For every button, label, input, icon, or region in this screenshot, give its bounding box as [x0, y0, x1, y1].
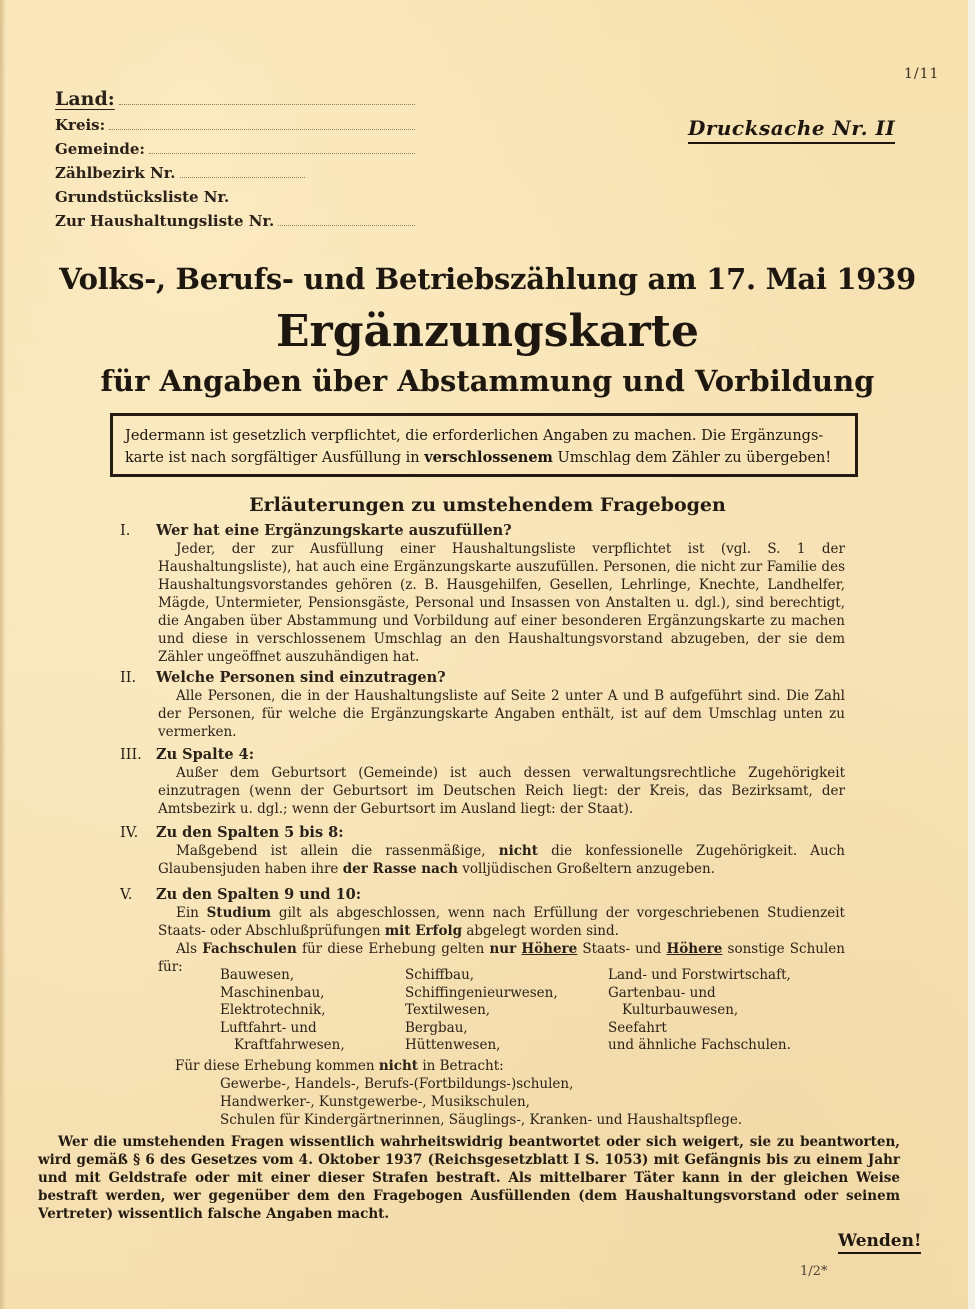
section-2: [120, 669, 845, 741]
section-heading: Wer hat eine Ergänzungskarte auszufüllen?: [156, 522, 512, 539]
field-input-line[interactable]: [180, 165, 306, 178]
text-emphasis: nur: [489, 941, 517, 957]
section-heading: Zu Spalte 4:: [156, 746, 255, 763]
school-item: Seefahrt: [608, 1019, 667, 1036]
page-number-top: 1/11: [904, 66, 940, 82]
text-run: in Betracht:: [418, 1058, 504, 1074]
text-emphasis: nicht: [498, 843, 538, 859]
school-item: Land- und Forstwirtschaft,: [608, 967, 791, 983]
excluded-item: Gewerbe-, Handels-, Berufs-(Fortbildungs-)schulen,: [220, 1076, 574, 1092]
text-run: Staats- und: [577, 941, 667, 957]
text-underlined: Höhere: [666, 941, 723, 957]
school-item: Elektrotechnik,: [220, 1002, 326, 1018]
section-number: IV.: [120, 825, 139, 841]
school-item: Bauwesen,: [220, 967, 295, 983]
text-run: abgelegt worden sind.: [462, 923, 619, 939]
notice-emphasis: verschlossenem: [424, 449, 553, 466]
school-column: [220, 967, 345, 1055]
section-3: [120, 746, 845, 818]
turn-over-label: Wenden!: [838, 1231, 921, 1254]
section-1: [120, 522, 845, 666]
school-item: Kraftfahrwesen,: [234, 1037, 345, 1053]
school-item: Bergbau,: [405, 1019, 468, 1036]
section-text: [120, 842, 845, 878]
form-title: Ergänzungskarte: [276, 306, 699, 357]
explanations-heading: Erläuterungen zu umstehendem Fragebogen: [249, 494, 726, 516]
section-4: [120, 824, 845, 878]
excluded-intro: [175, 1057, 825, 1075]
field-input-line[interactable]: [149, 141, 415, 154]
section-number: V.: [120, 887, 133, 903]
excluded-item: Schulen für Kindergärtnerinnen, Säuglings-, Kranken- und Haushaltspflege.: [220, 1112, 743, 1128]
field-input-line[interactable]: [119, 92, 415, 105]
text-run: volljüdischen Großeltern anzugeben.: [457, 861, 715, 877]
text-run: Ein: [176, 905, 207, 921]
school-item: Schiffingenieurwesen,: [405, 984, 558, 1001]
field-land[interactable]: [55, 88, 415, 116]
section-heading: Welche Personen sind einzutragen?: [156, 669, 446, 686]
text-run: gilt als abgeschlossen, wenn nach Erfüllung der vorgeschriebenen Studienzeit Staats- oder Abschlußprüfungen: [158, 905, 845, 939]
field-grundstuecksliste[interactable]: [55, 188, 305, 212]
excluded-schools: [175, 1057, 825, 1129]
school-column: [405, 967, 558, 1055]
text-run: für diese Erhebung gelten: [296, 941, 490, 957]
field-input-line[interactable]: [109, 117, 415, 130]
field-label: Gemeinde:: [55, 140, 145, 158]
field-gemeinde[interactable]: [55, 140, 415, 164]
section-number: II.: [120, 670, 137, 686]
field-zaehlbezirk[interactable]: [55, 164, 305, 188]
form-id-label: Drucksache Nr. II: [688, 116, 895, 144]
school-item: Kulturbauwesen,: [622, 1002, 739, 1018]
text-emphasis: Studium: [206, 905, 272, 921]
excluded-item: Handwerker-, Kunstgewerbe-, Musikschulen,: [220, 1094, 530, 1110]
field-kreis[interactable]: [55, 116, 415, 140]
census-title: Volks-, Berufs- und Betriebszählung am 17. Mai 1939: [59, 262, 916, 296]
school-column: [608, 967, 791, 1055]
penalty-notice: Wer die umstehenden Fragen wissentlich wahrheitswidrig beantwortet oder sich weigert, sie zu beantworten, wird gemäß § 6 des Gesetzes vom 4. Oktober 1937 (Reichsgesetzblatt I S. 1053) mit Gefängnis bis zu einem Jahr und mit Geldstrafe oder mit einer dieser Strafen bestraft. Als mittelbarer Täter kann in der gleichen Weise bestraft werden, wer gegenüber dem den Fragebogen Ausfüllenden (dem Haushaltungsvorstand oder seinem Vertreter) wissentlich falsche Angaben macht.: [38, 1134, 900, 1222]
text-run: Maßgebend ist allein die rassenmäßige,: [176, 843, 499, 859]
school-item: Luftfahrt- und: [220, 1019, 317, 1036]
field-label: Land:: [55, 88, 115, 110]
field-label: Zur Haushaltungsliste Nr.: [55, 212, 275, 230]
section-heading: Zu den Spalten 5 bis 8:: [156, 824, 344, 841]
section-number: III.: [120, 747, 142, 763]
school-item: Schiffbau,: [405, 967, 475, 983]
section-text: [120, 904, 845, 940]
text-emphasis: der Rasse nach: [342, 861, 458, 877]
school-item: Maschinenbau,: [220, 984, 325, 1001]
field-input-line[interactable]: [278, 213, 415, 226]
text-run: sonstige Schulen für:: [158, 941, 845, 975]
text-run: die konfessionelle Zugehörigkeit. Auch Glaubensjuden haben ihre: [158, 843, 845, 877]
page-number-bottom: 1/2*: [800, 1264, 828, 1279]
field-label: Grundstücksliste Nr.: [55, 188, 230, 206]
text-emphasis: mit Erfolg: [384, 923, 463, 939]
section-5: [120, 886, 845, 976]
page-edge: [0, 0, 6, 1309]
text-emphasis: Fachschulen: [202, 941, 297, 957]
section-number: I.: [120, 523, 131, 539]
school-item: Hüttenwesen,: [405, 1037, 501, 1053]
text-emphasis: nicht: [378, 1058, 419, 1074]
field-label: Zählbezirk Nr.: [55, 164, 176, 182]
address-fields: [55, 88, 415, 236]
section-text: Außer dem Geburtsort (Gemeinde) ist auch dessen verwaltungsrechtliche Zugehörigkeit einzutragen (wenn der Geburtsort im Deutschen Reich liegt: der Kreis, das Bezirksamt, der Amtsbezirk u. dgl.; wenn der Geburtsort im Ausland liegt: der Staat).: [158, 765, 845, 817]
legal-notice-box: [110, 413, 858, 477]
notice-text: Umschlag dem Zähler zu übergeben!: [552, 450, 832, 466]
section-text: Alle Personen, die in der Haushaltungsliste auf Seite 2 unter A und B aufgeführt sind. Die Zahl der Personen, für welche die Ergänzungskarte Angaben enthält, ist auf dem Umschlag unten zu vermerken.: [158, 688, 845, 740]
school-item: und ähnliche Fachschulen.: [608, 1037, 791, 1053]
notice-text: Jedermann ist gesetzlich verpflichtet, die erforderlichen Angaben zu machen. Die Ergänzungs-karte ist nach sorgfältiger Ausfüllung in: [125, 428, 824, 466]
text-run: Als: [176, 941, 203, 957]
section-heading: Zu den Spalten 9 und 10:: [156, 886, 362, 903]
section-text: Jeder, der zur Ausfüllung einer Haushaltungsliste verpflichtet ist (vgl. S. 1 der Haushaltungsliste), hat auch eine Ergänzungskarte auszufüllen. Personen, die nicht zur Familie des Haushaltungsvorstandes gehören (z. B. Hausgehilfen, Gesellen, Lehrlinge, Knechte, Landhelfer, Mägde, Untermieter, Pensionsgäste, Personal und Insassen von Anstalten u. dgl.), sind berechtigt, die Angaben über Abstammung und Vorbildung auf einer besonderen Ergänzungskarte zu machen und diese in verschlossenem Umschlag an den Haushaltungsvorstand abzugeben, der sie dem Zähler ungeöffnet auszuhändigen hat.: [158, 541, 845, 665]
text-run: Für diese Erhebung kommen: [175, 1058, 379, 1074]
text-underlined: Höhere: [521, 941, 578, 957]
field-label: Kreis:: [55, 116, 106, 134]
school-item: Gartenbau- und: [608, 984, 716, 1001]
field-haushaltungsliste[interactable]: [55, 212, 415, 236]
school-item: Textilwesen,: [405, 1002, 491, 1018]
form-subtitle: für Angaben über Abstammung und Vorbildung: [100, 364, 875, 398]
field-input-line[interactable]: [233, 190, 305, 202]
